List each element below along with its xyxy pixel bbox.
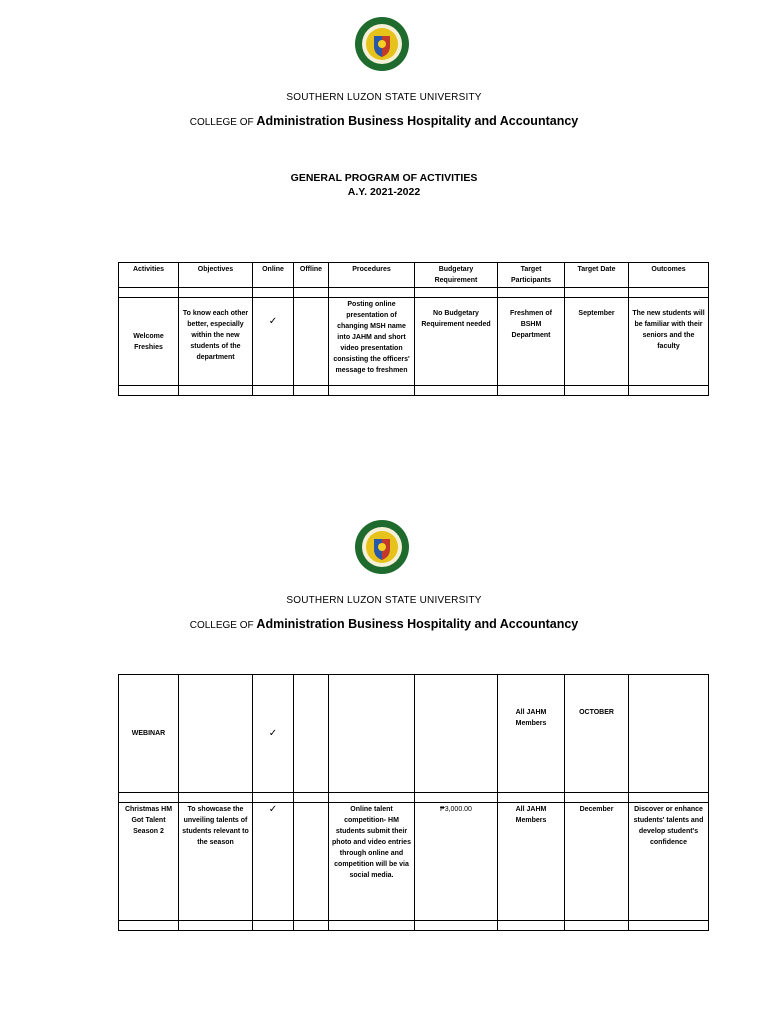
date-cell: September: [565, 298, 629, 386]
college-name: Administration Business Hospitality and Accountancy: [256, 617, 579, 631]
participants-cell: All JAHM Members: [498, 803, 565, 921]
offline-cell: [294, 675, 329, 793]
outcome-cell: The new students will be familiar with their seniors and the faculty: [629, 298, 709, 386]
budget-cell: [415, 675, 498, 793]
header-offline: Offline: [294, 263, 329, 288]
activities-table-1: [118, 262, 709, 396]
date-cell: OCTOBER: [565, 675, 629, 793]
college-prefix: COLLEGE OF: [189, 620, 254, 631]
university-name: SOUTHERN LUZON STATE UNIVERSITY: [286, 595, 482, 606]
outcome-cell: Discover or enhance students' talents and develop student's confidence: [629, 803, 709, 921]
table-row: [119, 675, 709, 793]
table-spacer-row: [119, 288, 709, 298]
objective-cell: To showcase the unveiling talents of students relevant to the season: [179, 803, 253, 921]
online-check-icon: ✓: [253, 803, 294, 921]
online-check-icon: ✓: [253, 298, 294, 386]
objective-cell: [179, 675, 253, 793]
college-line: [0, 114, 768, 128]
online-check-icon: ✓: [253, 675, 294, 793]
university-name: SOUTHERN LUZON STATE UNIVERSITY: [286, 92, 482, 103]
activities-table-2: [118, 674, 709, 931]
header-outcomes: Outcomes: [629, 263, 709, 288]
procedure-cell: Online talent competition- HM students submit their photo and video entries through online and competition will be via social media.: [329, 803, 415, 921]
outcome-cell: [629, 675, 709, 793]
header-procedures: Procedures: [329, 263, 415, 288]
header-online: Online: [253, 263, 294, 288]
program-title-block: [0, 171, 768, 199]
budget-cell: ₱3,000.00: [415, 803, 498, 921]
table-row: [119, 803, 709, 921]
university-seal-icon: [354, 16, 410, 72]
objective-cell: To know each other better, especially within the new students of the department: [179, 298, 253, 386]
offline-cell: [294, 803, 329, 921]
activity-cell: WEBINAR: [119, 675, 179, 793]
table-spacer-row: [119, 921, 709, 931]
university-seal-icon: [354, 519, 410, 575]
table-row: [119, 298, 709, 386]
budget-cell: No Budgetary Requirement needed: [415, 298, 498, 386]
offline-cell: [294, 298, 329, 386]
header-budget: Budgetary Requirement: [415, 263, 498, 288]
activity-cell: Christmas HM Got Talent Season 2: [119, 803, 179, 921]
college-line: [0, 617, 768, 631]
header-objectives: Objectives: [179, 263, 253, 288]
academic-year: A.Y. 2021-2022: [347, 186, 421, 198]
table-header-row: [119, 263, 709, 288]
header-activities: Activities: [119, 263, 179, 288]
procedure-cell: Posting online presentation of changing MSH name into JAHM and short video presentation consisting the officers' message to freshmen: [329, 298, 415, 386]
college-prefix: COLLEGE OF: [189, 117, 254, 128]
participants-cell: Freshmen of BSHM Department: [498, 298, 565, 386]
header-participants: Target Participants: [498, 263, 565, 288]
table-spacer-row: [119, 793, 709, 803]
participants-cell: All JAHM Members: [498, 675, 565, 793]
program-title: GENERAL PROGRAM OF ACTIVITIES: [290, 172, 478, 184]
header-target-date: Target Date: [565, 263, 629, 288]
table-spacer-row: [119, 386, 709, 396]
activity-cell: Welcome Freshies: [119, 298, 179, 386]
date-cell: December: [565, 803, 629, 921]
procedure-cell: [329, 675, 415, 793]
college-name: Administration Business Hospitality and Accountancy: [256, 114, 579, 128]
